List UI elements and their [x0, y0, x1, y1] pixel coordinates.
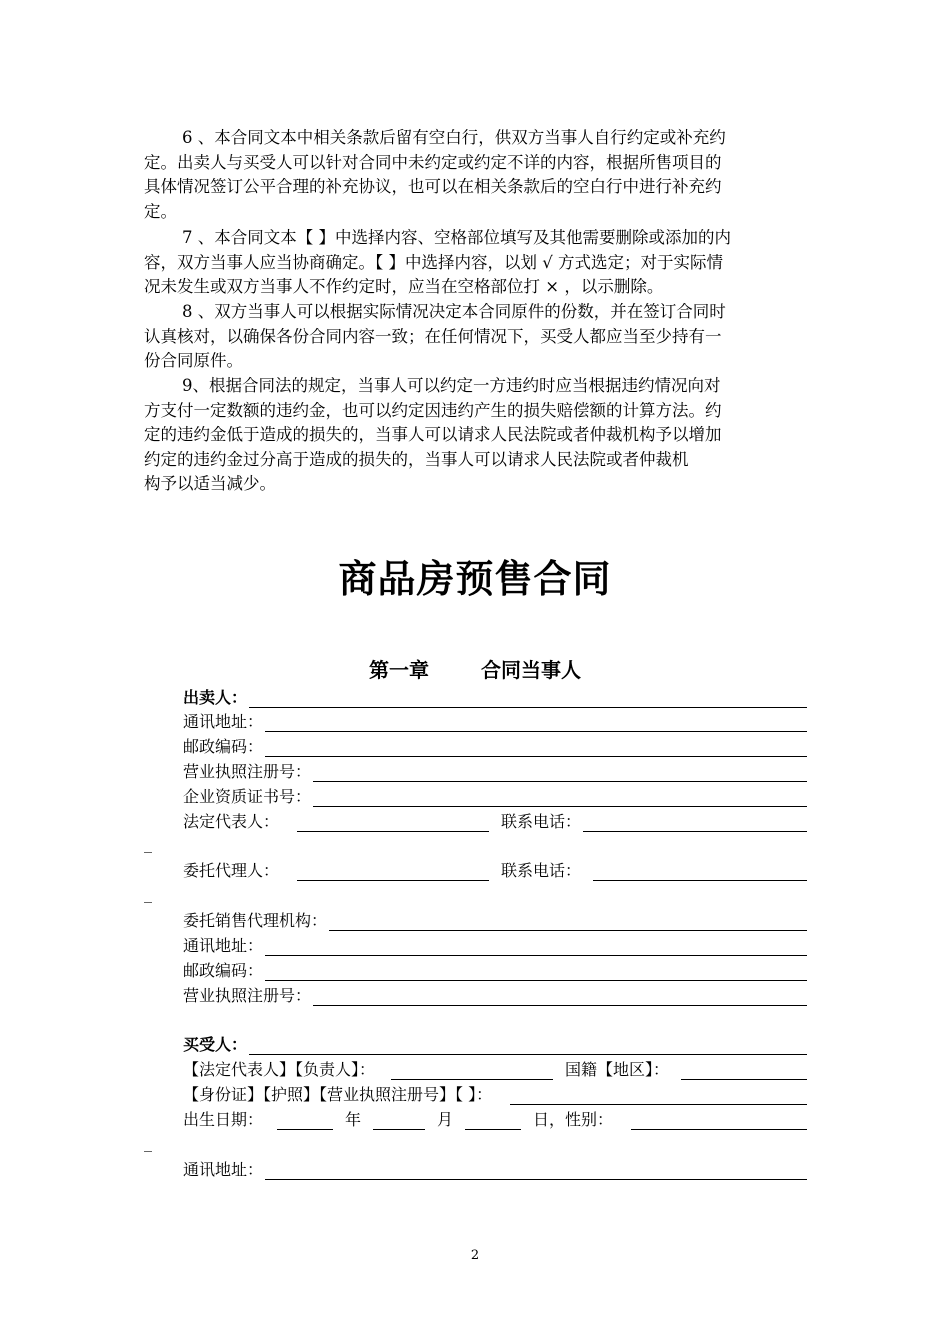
- agency-postcode-label: 邮政编码：: [183, 961, 264, 980]
- margin-mark: [144, 852, 152, 853]
- seller-label: 出卖人：: [183, 688, 248, 707]
- buyer-address-field[interactable]: [265, 1162, 807, 1180]
- note-7-line: 况未发生或双方当事人不作约定时，应当在空格部位打 × ，以示删除。: [144, 277, 664, 296]
- phone-field[interactable]: [583, 814, 807, 832]
- agent-field[interactable]: [297, 863, 489, 881]
- agency-license-field[interactable]: [313, 988, 807, 1006]
- buyer-rep-label: 【法定代表人】【负责人】：: [183, 1060, 376, 1079]
- note-6-line: 6 、本合同文本中相关条款后留有空白行，供双方当事人自行约定或补充约: [182, 128, 726, 147]
- note-7-line: 7 、本合同文本【 】中选择内容、空格部位填写及其他需要删除或添加的内: [182, 228, 731, 247]
- note-6-line: 定。: [144, 201, 177, 221]
- buyer-id-field[interactable]: [510, 1087, 807, 1105]
- agency-license-label: 营业执照注册号：: [183, 986, 312, 1005]
- chapter-name: 合同当事人: [481, 658, 581, 682]
- agency-address-label: 通讯地址：: [183, 936, 264, 955]
- seller-agent-row: [183, 857, 807, 881]
- note-7: [144, 226, 807, 300]
- nationality-label: 国籍【地区】：: [565, 1060, 670, 1079]
- seller-postcode-label: 邮政编码：: [183, 737, 264, 756]
- day-gender-label: 日，性别：: [533, 1110, 614, 1129]
- agency-address-field[interactable]: [265, 938, 807, 956]
- gender-field[interactable]: [631, 1112, 807, 1130]
- margin-mark: [144, 1151, 152, 1152]
- note-6-line: 具体情况签订公平合理的补充协议，也可以在相关条款后的空白行中进行补充约: [144, 177, 722, 196]
- seller-address-row: [183, 708, 807, 732]
- seller-address-label: 通讯地址：: [183, 712, 264, 731]
- note-8-line: 份合同原件。: [144, 351, 243, 370]
- agency-address-row: [183, 932, 807, 956]
- seller-legal-rep-row: [183, 808, 807, 832]
- agency-postcode-field[interactable]: [265, 963, 807, 981]
- buyer-rep-row: [183, 1056, 807, 1080]
- seller-qualification-label: 企业资质证书号：: [183, 787, 312, 806]
- birth-day-field[interactable]: [465, 1112, 521, 1130]
- seller-qualification-field[interactable]: [313, 789, 807, 807]
- buyer-address-row: [183, 1156, 807, 1180]
- note-6-line: 定。出卖人与买受人可以针对合同中未约定或约定不详的内容，根据所售项目的: [144, 152, 722, 172]
- buyer-id-label: 【身份证】【护照】【营业执照注册号】【 】：: [183, 1085, 493, 1104]
- buyer-label: 买受人：: [183, 1035, 248, 1054]
- legal-rep-field[interactable]: [297, 814, 489, 832]
- month-label: 月: [437, 1110, 454, 1129]
- seller-postcode-field[interactable]: [265, 739, 807, 757]
- page-number: 2: [470, 1248, 480, 1263]
- note-8-line: 8 、双方当事人可以根据实际情况决定本合同原件的份数，并在签订合同时: [182, 302, 726, 321]
- sales-agency-row: [183, 907, 807, 931]
- sales-agency-field[interactable]: [329, 913, 807, 931]
- seller-address-field[interactable]: [265, 714, 807, 732]
- note-9-line: 定的违约金低于造成的损失的，当事人可以请求人民法院或者仲裁机构予以增加: [144, 425, 722, 444]
- seller-license-field[interactable]: [313, 764, 807, 782]
- seller-qualification-row: [183, 783, 807, 807]
- seller-field[interactable]: [249, 690, 807, 708]
- birth-year-field[interactable]: [277, 1112, 333, 1130]
- note-9-line: 9、根据合同法的规定，当事人可以约定一方违约时应当根据违约情况向对: [182, 376, 721, 395]
- nationality-field[interactable]: [681, 1062, 807, 1080]
- note-7-line: 容，双方当事人应当协商确定。【 】中选择内容，以划 √ 方式选定；对于实际情: [144, 252, 723, 272]
- phone-label: 联系电话：: [501, 812, 582, 831]
- agent-label: 委托代理人：: [183, 861, 280, 880]
- note-8: [144, 300, 807, 374]
- buyer-row: [183, 1031, 807, 1055]
- note-6: [144, 126, 807, 224]
- seller-license-label: 营业执照注册号：: [183, 762, 312, 781]
- agent-phone-label: 联系电话：: [501, 861, 582, 880]
- note-9-line: 构予以适当减少。: [144, 474, 276, 493]
- buyer-id-row: [183, 1081, 807, 1105]
- note-9-line: 约定的违约金过分高于造成的损失的，当事人可以请求人民法院或者仲裁机: [144, 449, 689, 469]
- legal-rep-label: 法定代表人：: [183, 812, 280, 831]
- seller-license-row: [183, 758, 807, 782]
- buyer-field[interactable]: [249, 1037, 807, 1055]
- agency-postcode-row: [183, 957, 807, 981]
- chapter-number: 第一章: [369, 658, 429, 682]
- agent-phone-field[interactable]: [593, 863, 807, 881]
- note-8-line: 认真核对，以确保各份合同内容一致；在任何情况下，买受人都应当至少持有一: [144, 326, 722, 346]
- buyer-rep-field[interactable]: [391, 1062, 553, 1080]
- year-label: 年: [345, 1110, 362, 1129]
- margin-mark: [144, 902, 152, 903]
- note-9: [144, 374, 807, 497]
- seller-postcode-row: [183, 733, 807, 757]
- agency-license-row: [183, 982, 807, 1006]
- sales-agency-label: 委托销售代理机构：: [183, 911, 328, 930]
- birth-label: 出生日期：: [183, 1110, 264, 1129]
- buyer-birth-row: [183, 1106, 807, 1130]
- seller-row: [183, 684, 807, 708]
- chapter-heading: [0, 654, 950, 683]
- birth-month-field[interactable]: [373, 1112, 425, 1130]
- note-9-line: 方支付一定数额的违约金，也可以约定因违约产生的损失赔偿额的计算方法。约: [144, 400, 722, 420]
- contract-title: 商品房预售合同: [338, 557, 612, 601]
- buyer-address-label: 通讯地址：: [183, 1160, 264, 1179]
